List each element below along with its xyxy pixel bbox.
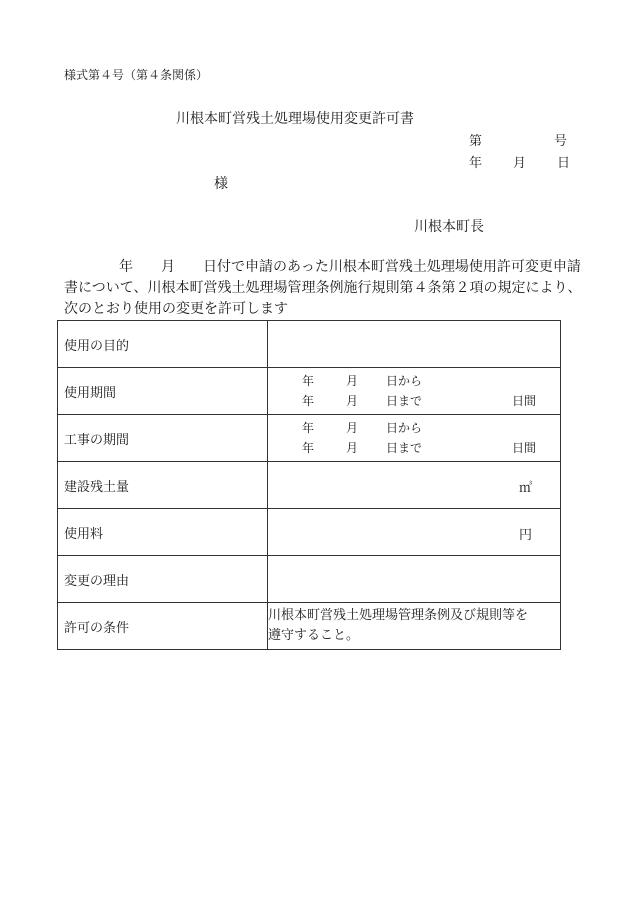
recipient-suffix: 様 — [214, 176, 228, 192]
date-month: 月 — [513, 156, 527, 171]
construction-from-month: 月 — [346, 421, 359, 435]
form-number: 様式第４号（第４条関係） — [64, 68, 209, 82]
conditions-line-2: 遵守すること。 — [268, 628, 360, 643]
conditions-label: 許可の条件 — [58, 603, 268, 650]
statement-line-2: 書について、川根本町営残土処理場管理条例施行規則第４条第２項の規定により、 — [64, 280, 582, 296]
document-title: 川根本町営残土処理場使用変更許可書 — [176, 111, 414, 127]
soil-volume-value — [268, 462, 561, 509]
table-row — [58, 509, 561, 556]
fee-unit: 円 — [518, 528, 532, 543]
conditions-line-1: 川根本町営残土処理場管理条例及び規則等を — [268, 608, 529, 623]
conditions-value — [268, 603, 561, 650]
usage-from-day: 日から — [386, 374, 423, 388]
soil-volume-label: 建設残土量 — [58, 462, 268, 509]
permission-statement — [64, 257, 582, 320]
fee-value — [268, 509, 561, 556]
usage-days: 日間 — [512, 394, 537, 408]
soil-volume-unit: ㎥ — [518, 481, 532, 496]
construction-to-month: 月 — [346, 441, 359, 455]
number-suffix: 号 — [553, 134, 567, 149]
construction-to-year: 年 — [302, 441, 315, 455]
construction-from-day: 日から — [386, 421, 423, 435]
usage-to-day: 日まで — [386, 394, 423, 408]
construction-period-label: 工事の期間 — [58, 415, 268, 462]
date-day: 日 — [557, 156, 571, 171]
document-number — [469, 130, 567, 149]
table-row — [58, 368, 561, 415]
statement-line-1: 年 月 日付で申請のあった川根本町営残土処理場使用許可変更申請 — [119, 259, 581, 275]
fee-label: 使用料 — [58, 509, 268, 556]
usage-period-label: 使用期間 — [58, 368, 268, 415]
permit-details-table — [57, 320, 561, 650]
construction-from-year: 年 — [302, 421, 315, 435]
table-row — [58, 462, 561, 509]
issuer-name: 川根本町長 — [414, 219, 484, 235]
construction-to-day: 日まで — [386, 441, 423, 455]
usage-to-month: 月 — [346, 394, 359, 408]
change-reason-value — [268, 556, 561, 603]
date-year: 年 — [469, 156, 483, 171]
usage-period-value — [268, 368, 561, 415]
table-row — [58, 415, 561, 462]
table-row — [58, 603, 561, 650]
purpose-value — [268, 321, 561, 368]
table-row — [58, 321, 561, 368]
issue-date — [469, 152, 570, 171]
change-reason-label: 変更の理由 — [58, 556, 268, 603]
usage-from-year: 年 — [302, 374, 315, 388]
usage-from-month: 月 — [346, 374, 359, 388]
purpose-label: 使用の目的 — [58, 321, 268, 368]
number-prefix: 第 — [469, 134, 483, 149]
statement-line-3: 次のとおり使用の変更を許可します — [64, 301, 288, 317]
table-row — [58, 556, 561, 603]
construction-period-value — [268, 415, 561, 462]
usage-to-year: 年 — [302, 394, 315, 408]
construction-days: 日間 — [512, 441, 537, 455]
